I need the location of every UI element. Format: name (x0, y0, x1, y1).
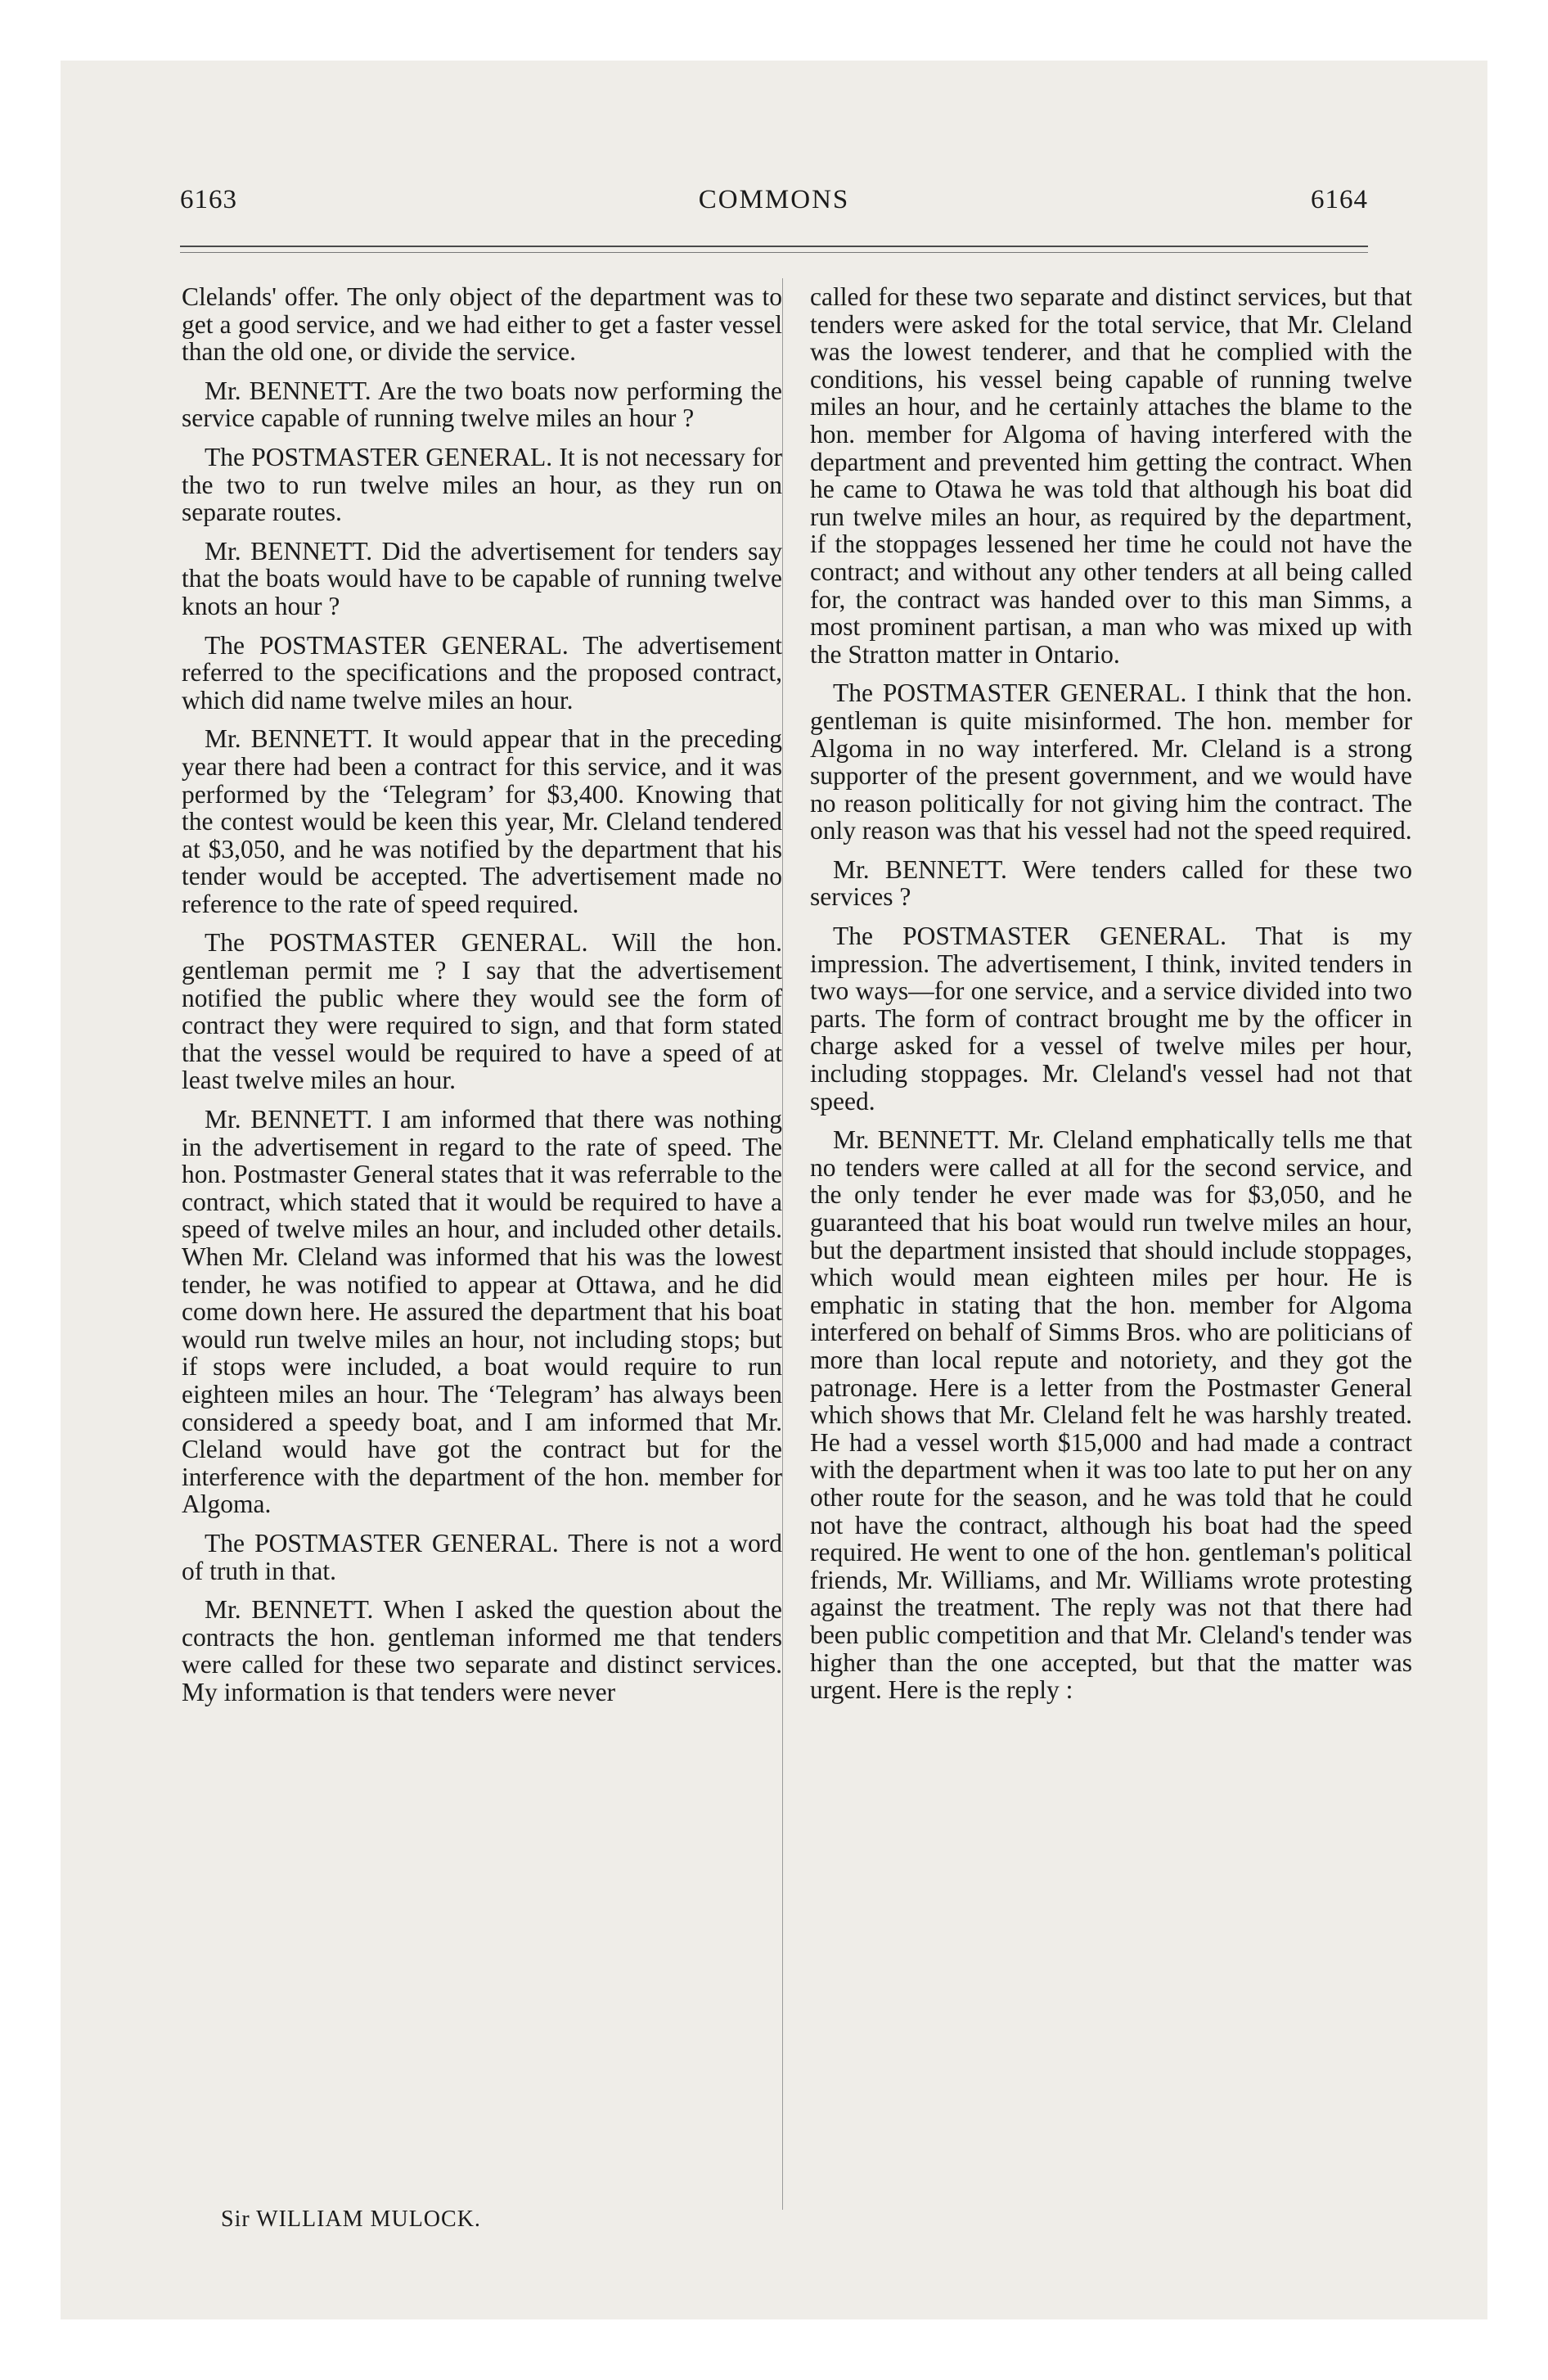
paragraph: called for these two separate and distinct services, but that tenders were asked for the total service, that Mr. Cleland was the lowest tenderer, and that he complied with the conditions, his vessel being capable of running twelve miles an hour, and he certainly attaches the blame to the hon. member for Algoma of having interfered with the department and prevented him getting the contract. When he came to Otawa he was told that although his boat did run twelve miles an hour, as required by the department, if the stoppages lessened her time he could not have the contract; and without any other tenders at all being called for, the contract was handed over to this man Simms, a most prominent partisan, a man who was mixed up with the Stratton matter in Ontario. (810, 282, 1412, 669)
paragraph: Mr. BENNETT. Are the two boats now performing the service capable of running twelve miles an hour ? (182, 376, 782, 433)
page-number-left: 6163 (180, 185, 237, 214)
running-header (180, 185, 1368, 226)
paragraph: The POSTMASTER GENERAL. That is my impression. The advertisement, I think, invited tenders in two ways—for one service, and a service divided into two parts. The form of contract brought me by the officer in charge asked for a vessel of twelve miles per hour, including stoppages. Mr. Cleland's vessel had not that speed. (810, 922, 1412, 1116)
paragraph: Mr. BENNETT. Did the advertisement for tenders say that the boats would have to be capable of running twelve knots an hour ? (182, 536, 782, 620)
header-rule-thin (180, 252, 1368, 253)
column-divider (782, 278, 783, 2210)
left-column (182, 283, 782, 1718)
paragraph: The POSTMASTER GENERAL. It is not necessary for the two to run twelve miles an hour, as they run on separate routes. (182, 442, 782, 527)
paragraph: Mr. BENNETT. It would appear that in the preceding year there had been a contract for this service, and it was performed by the ‘Telegram’ for $3,400. Knowing that the contest would be keen this year, Mr. Cleland tendered at $3,050, and he was notified by the department that his tender would be accepted. The advertisement made no reference to the rate of speed required. (182, 724, 782, 918)
paragraph: The POSTMASTER GENERAL. The advertisement referred to the specifications and the proposed contract, which did name twelve miles an hour. (182, 630, 782, 714)
header-rule (180, 246, 1368, 247)
footer-catchword: Sir WILLIAM MULOCK. (221, 2206, 481, 2232)
paragraph: The POSTMASTER GENERAL. There is not a word of truth in that. (182, 1528, 782, 1585)
paragraph: Mr. BENNETT. Mr. Cleland emphatically tells me that no tenders were called at all for the second service, and the only tender he ever made was for $3,050, and he guaranteed that his boat would run twelve miles an hour, but the department insisted that should include stoppages, which would mean eighteen miles per hour. He is emphatic in stating that the hon. member for Algoma interfered on behalf of Simms Bros. who are politicians of more than local repute and notoriety, and they got the patronage. Here is a letter from the Postmaster General which shows that Mr. Cleland felt he was harshly treated. He had a vessel worth $15,000 and had made a contract with the department when it was too late to put her on any other route for the season, and he was told that he could not have the contract, although his boat had the speed required. He went to one of the hon. gentleman's political friends, Mr. Williams, and Mr. Williams wrote protesting against the treatment. The reply was not that there had been public competition and that Mr. Cleland's tender was higher than the one accepted, but that the matter was urgent. Here is the reply : (810, 1125, 1412, 1705)
right-column (810, 283, 1412, 1715)
paragraph: Mr. BENNETT. When I asked the question about the contracts the hon. gentleman informed me that tenders were called for these two separate and distinct services. My information is that tenders were never (182, 1595, 782, 1706)
page-title: COMMONS (698, 185, 850, 214)
page-number-right: 6164 (1311, 185, 1368, 214)
paragraph: Mr. BENNETT. Were tenders called for these two services ? (810, 854, 1412, 912)
paragraph: Mr. BENNETT. I am informed that there was nothing in the advertisement in regard to the rate of speed. The hon. Postmaster General states that it was referrable to the contract, which stated that it would be required to have a speed of twelve miles an hour, and included other details. When Mr. Cleland was informed that his was the lowest tender, he was notified to appear at Ottawa, and he did come down here. He assured the department that his boat would run twelve miles an hour, not including stops; but if stops were included, a boat would require to run eighteen miles an hour. The ‘Telegram’ has always been considered a speedy boat, and I am informed that Mr. Cleland would have got the contract but for the interference with the department of the hon. member for Algoma. (182, 1105, 782, 1519)
hansard-page (118, 0, 1430, 2380)
paragraph: Clelands' offer. The only object of the department was to get a good service, and we had either to get a faster vessel than the old one, or divide the service. (182, 282, 782, 367)
paragraph: The POSTMASTER GENERAL. Will the hon. gentleman permit me ? I say that the advertisement notified the public where they would see the form of contract they were required to sign, and that form stated that the vessel would be required to have a speed of at least twelve miles an hour. (182, 928, 782, 1095)
paragraph: The POSTMASTER GENERAL. I think that the hon. gentleman is quite misinformed. The hon. member for Algoma in no way interfered. Mr. Cleland is a strong supporter of the present government, and we would have no reason politically for not giving him the contract. The only reason was that his vessel had not the speed required. (810, 678, 1412, 845)
